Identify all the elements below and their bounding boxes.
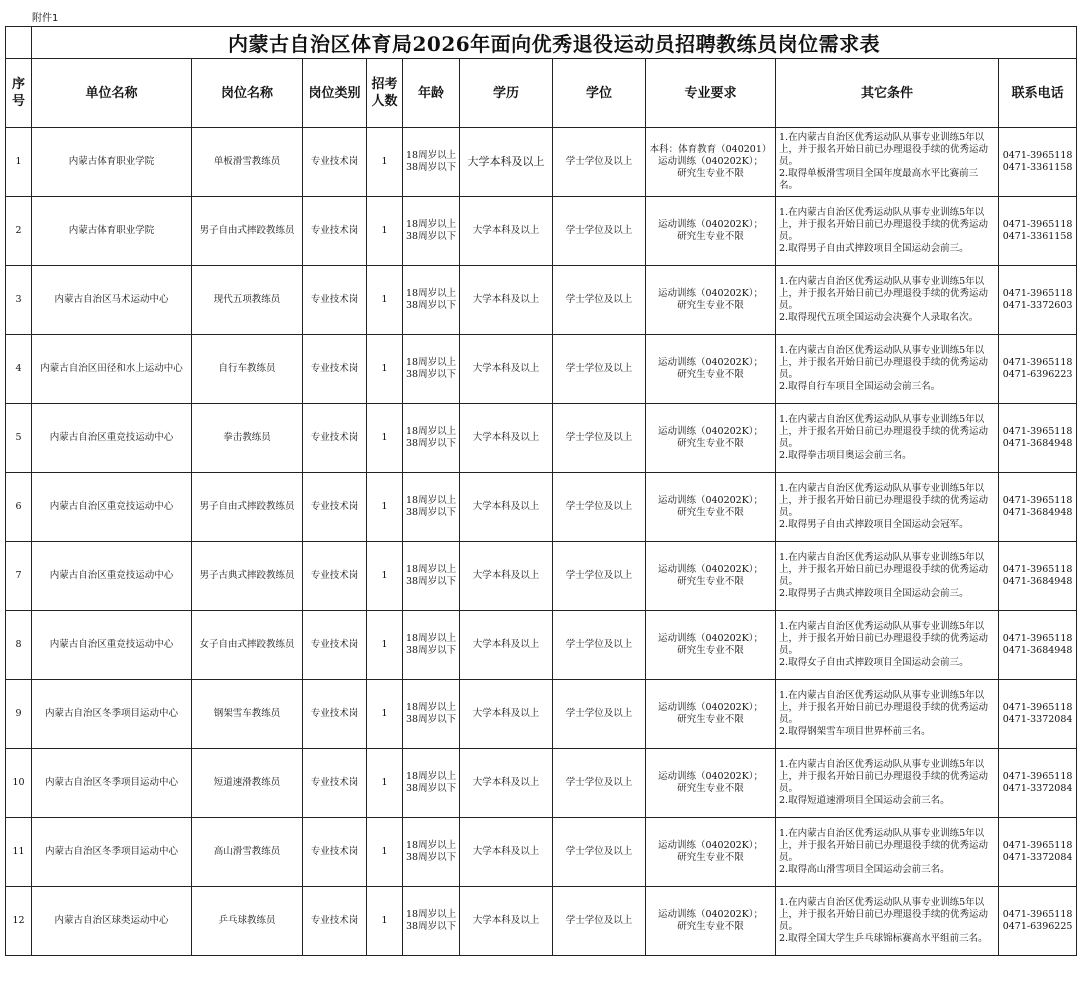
- cell-unit: 内蒙古自治区冬季项目运动中心: [32, 749, 192, 818]
- cell-count: 1: [367, 542, 403, 611]
- table-title: 内蒙古自治区体育局2026年面向优秀退役运动员招聘教练员岗位需求表: [32, 27, 1077, 59]
- cell-phone-line: 0471-3965118: [1002, 495, 1073, 506]
- cell-other-line: 1.在内蒙古自治区优秀运动队从事专业训练5年以上，并于报名开始日前已办理退役手续的优秀运动员。: [779, 897, 989, 932]
- cell-seq: 12: [6, 887, 32, 956]
- cell-major-line: 本科：体育教育（040201）: [649, 144, 772, 155]
- cell-other-line: 1.在内蒙古自治区优秀运动队从事专业训练5年以上，并于报名开始日前已办理退役手续的优秀运动员。: [779, 345, 989, 380]
- cell-age: [403, 404, 460, 473]
- cell-count: 1: [367, 197, 403, 266]
- cell-unit: 内蒙古自治区重竞技运动中心: [32, 404, 192, 473]
- cell-other-line: 2.取得女子自由式摔跤项目全国运动会前三。: [779, 657, 969, 668]
- cell-other-line: 2.取得男子自由式摔跤项目全国运动会冠军。: [779, 519, 969, 530]
- cell-other-line: 2.取得全国大学生乒乓球锦标赛高水平组前三名。: [779, 933, 988, 944]
- cell-count: 1: [367, 749, 403, 818]
- cell-unit: 内蒙古自治区重竞技运动中心: [32, 542, 192, 611]
- cell-degree: 学士学位及以上: [553, 542, 646, 611]
- cell-category: 专业技术岗: [303, 887, 367, 956]
- header-seq-line: 号: [11, 94, 25, 109]
- cell-phone: [999, 266, 1077, 335]
- cell-degree: 学士学位及以上: [553, 749, 646, 818]
- cell-degree: 学士学位及以上: [553, 887, 646, 956]
- header-count: [367, 59, 403, 128]
- cell-phone-line: 0471-3965118: [1002, 771, 1073, 782]
- table-row: [6, 335, 1077, 404]
- cell-phone: [999, 887, 1077, 956]
- cell-major: [646, 473, 776, 542]
- cell-education: 大学本科及以上: [460, 680, 553, 749]
- cell-major: [646, 197, 776, 266]
- cell-phone: [999, 404, 1077, 473]
- header-row: [6, 59, 1077, 128]
- cell-age-line: 18周岁以上: [406, 633, 457, 644]
- cell-major: [646, 404, 776, 473]
- cell-seq: 7: [6, 542, 32, 611]
- cell-age-line: 38周岁以下: [406, 783, 457, 794]
- cell-major: [646, 542, 776, 611]
- cell-unit: 内蒙古自治区田径和水上运动中心: [32, 335, 192, 404]
- cell-phone-line: 0471-3372084: [1002, 714, 1073, 725]
- cell-count: 1: [367, 887, 403, 956]
- header-degree: 学位: [553, 59, 646, 128]
- cell-major: [646, 266, 776, 335]
- cell-degree: 学士学位及以上: [553, 266, 646, 335]
- cell-other-line: 1.在内蒙古自治区优秀运动队从事专业训练5年以上，并于报名开始日前已办理退役手续的优秀运动员。: [779, 828, 989, 863]
- cell-other: [776, 611, 999, 680]
- cell-count: 1: [367, 404, 403, 473]
- cell-other-line: 1.在内蒙古自治区优秀运动队从事专业训练5年以上，并于报名开始日前已办理退役手续的优秀运动员。: [779, 552, 989, 587]
- cell-phone-line: 0471-3965118: [1002, 150, 1073, 161]
- cell-unit: 内蒙古自治区马术运动中心: [32, 266, 192, 335]
- cell-phone-line: 0471-3372084: [1002, 783, 1073, 794]
- cell-phone-line: 0471-3684948: [1002, 645, 1073, 656]
- table-row: [6, 887, 1077, 956]
- cell-major-line: 研究生专业不限: [677, 714, 744, 725]
- header-age: 年龄: [403, 59, 460, 128]
- cell-age-line: 38周岁以下: [406, 921, 457, 932]
- cell-count: 1: [367, 266, 403, 335]
- requirements-table: [5, 26, 1077, 956]
- cell-unit: 内蒙古自治区重竞技运动中心: [32, 473, 192, 542]
- cell-post: 乒乓球教练员: [192, 887, 303, 956]
- table-row: [6, 404, 1077, 473]
- cell-phone-line: 0471-6396225: [1002, 921, 1073, 932]
- cell-other-line: 1.在内蒙古自治区优秀运动队从事专业训练5年以上，并于报名开始日前已办理退役手续的优秀运动员。: [779, 132, 989, 167]
- header-phone: 联系电话: [999, 59, 1077, 128]
- cell-other-line: 1.在内蒙古自治区优秀运动队从事专业训练5年以上，并于报名开始日前已办理退役手续的优秀运动员。: [779, 621, 989, 656]
- cell-education: 大学本科及以上: [460, 404, 553, 473]
- cell-phone-line: 0471-3965118: [1002, 909, 1073, 920]
- cell-major-line: 运动训练（040202K）；: [657, 495, 764, 506]
- cell-seq: 10: [6, 749, 32, 818]
- cell-major-line: 运动训练（040202K）；: [657, 840, 764, 851]
- cell-age: [403, 542, 460, 611]
- cell-phone-line: 0471-3965118: [1002, 702, 1073, 713]
- cell-age-line: 18周岁以上: [406, 150, 457, 161]
- cell-major-line: 研究生专业不限: [677, 576, 744, 587]
- cell-category: 专业技术岗: [303, 749, 367, 818]
- cell-unit: 内蒙古自治区冬季项目运动中心: [32, 818, 192, 887]
- cell-age-line: 18周岁以上: [406, 357, 457, 368]
- cell-age-line: 18周岁以上: [406, 564, 457, 575]
- cell-age-line: 38周岁以下: [406, 369, 457, 380]
- cell-major: [646, 749, 776, 818]
- cell-category: 专业技术岗: [303, 197, 367, 266]
- header-major: 专业要求: [646, 59, 776, 128]
- cell-degree: 学士学位及以上: [553, 473, 646, 542]
- cell-other-line: 1.在内蒙古自治区优秀运动队从事专业训练5年以上，并于报名开始日前已办理退役手续的优秀运动员。: [779, 759, 989, 794]
- cell-seq: 5: [6, 404, 32, 473]
- cell-post: 钢架雪车教练员: [192, 680, 303, 749]
- cell-post: 男子自由式摔跤教练员: [192, 197, 303, 266]
- cell-category: 专业技术岗: [303, 266, 367, 335]
- cell-education: 大学本科及以上: [460, 749, 553, 818]
- cell-phone-line: 0471-6396223: [1002, 369, 1073, 380]
- cell-major: [646, 818, 776, 887]
- cell-category: 专业技术岗: [303, 335, 367, 404]
- cell-age-line: 18周岁以上: [406, 219, 457, 230]
- cell-phone-line: 0471-3684948: [1002, 438, 1073, 449]
- cell-major-line: 运动训练（040202K）；: [657, 156, 764, 167]
- cell-degree: 学士学位及以上: [553, 197, 646, 266]
- cell-other-line: 2.取得钢架雪车项目世界杯前三名。: [779, 726, 931, 737]
- cell-age-line: 38周岁以下: [406, 714, 457, 725]
- header-unit: 单位名称: [32, 59, 192, 128]
- cell-phone-line: 0471-3965118: [1002, 840, 1073, 851]
- cell-age: [403, 128, 460, 197]
- cell-other: [776, 749, 999, 818]
- cell-category: 专业技术岗: [303, 128, 367, 197]
- cell-phone: [999, 542, 1077, 611]
- cell-major-line: 运动训练（040202K）；: [657, 357, 764, 368]
- cell-phone-line: 0471-3965118: [1002, 426, 1073, 437]
- cell-post: 高山滑雪教练员: [192, 818, 303, 887]
- cell-other: [776, 818, 999, 887]
- cell-phone-line: 0471-3965118: [1002, 219, 1073, 230]
- cell-age-line: 38周岁以下: [406, 576, 457, 587]
- cell-category: 专业技术岗: [303, 473, 367, 542]
- cell-category: 专业技术岗: [303, 542, 367, 611]
- header-education: 学历: [460, 59, 553, 128]
- cell-age-line: 38周岁以下: [406, 852, 457, 863]
- cell-unit: 内蒙古自治区重竞技运动中心: [32, 611, 192, 680]
- cell-age-line: 38周岁以下: [406, 231, 457, 242]
- cell-other-line: 2.取得单板滑雪项目全国年度最高水平比赛前三名。: [779, 168, 979, 191]
- cell-education: 大学本科及以上: [460, 473, 553, 542]
- cell-phone: [999, 335, 1077, 404]
- cell-post: 女子自由式摔跤教练员: [192, 611, 303, 680]
- cell-other-line: 2.取得高山滑雪项目全国运动会前三名。: [779, 864, 950, 875]
- requirements-table-sheet: [5, 26, 1076, 988]
- cell-education: 大学本科及以上: [460, 542, 553, 611]
- cell-seq: 4: [6, 335, 32, 404]
- cell-degree: 学士学位及以上: [553, 680, 646, 749]
- cell-phone: [999, 128, 1077, 197]
- cell-age: [403, 266, 460, 335]
- cell-degree: 学士学位及以上: [553, 128, 646, 197]
- cell-category: 专业技术岗: [303, 680, 367, 749]
- cell-post: 拳击教练员: [192, 404, 303, 473]
- cell-count: 1: [367, 128, 403, 197]
- cell-other-line: 2.取得男子古典式摔跤项目全国运动会前三。: [779, 588, 969, 599]
- cell-count: 1: [367, 611, 403, 680]
- cell-count: 1: [367, 680, 403, 749]
- header-seq-line: 序: [11, 77, 25, 92]
- header-count-line: 人数: [371, 94, 398, 109]
- cell-phone-line: 0471-3372084: [1002, 852, 1073, 863]
- cell-age-line: 18周岁以上: [406, 702, 457, 713]
- cell-phone: [999, 197, 1077, 266]
- cell-age: [403, 335, 460, 404]
- cell-major-line: 运动训练（040202K）；: [657, 771, 764, 782]
- cell-major-line: 运动训练（040202K）；: [657, 564, 764, 575]
- cell-education: 大学本科及以上: [460, 266, 553, 335]
- cell-major-line: 研究生专业不限: [677, 507, 744, 518]
- cell-age-line: 18周岁以上: [406, 771, 457, 782]
- cell-phone: [999, 818, 1077, 887]
- header-seq: [6, 59, 32, 128]
- cell-age: [403, 611, 460, 680]
- cell-post: 男子自由式摔跤教练员: [192, 473, 303, 542]
- cell-phone-line: 0471-3965118: [1002, 564, 1073, 575]
- cell-degree: 学士学位及以上: [553, 404, 646, 473]
- cell-unit: 内蒙古体育职业学院: [32, 128, 192, 197]
- cell-age-line: 18周岁以上: [406, 495, 457, 506]
- cell-age-line: 18周岁以上: [406, 840, 457, 851]
- cell-major-line: 运动训练（040202K）；: [657, 219, 764, 230]
- cell-seq: 9: [6, 680, 32, 749]
- cell-phone: [999, 749, 1077, 818]
- table-row: [6, 749, 1077, 818]
- cell-major-line: 运动训练（040202K）；: [657, 909, 764, 920]
- cell-phone-line: 0471-3965118: [1002, 357, 1073, 368]
- cell-degree: 学士学位及以上: [553, 335, 646, 404]
- cell-other: [776, 542, 999, 611]
- cell-age-line: 38周岁以下: [406, 507, 457, 518]
- cell-major-line: 运动训练（040202K）；: [657, 633, 764, 644]
- cell-degree: 学士学位及以上: [553, 611, 646, 680]
- cell-age-line: 18周岁以上: [406, 426, 457, 437]
- table-row: [6, 611, 1077, 680]
- cell-other-line: 1.在内蒙古自治区优秀运动队从事专业训练5年以上，并于报名开始日前已办理退役手续的优秀运动员。: [779, 414, 989, 449]
- cell-age: [403, 473, 460, 542]
- cell-age-line: 18周岁以上: [406, 288, 457, 299]
- cell-phone-line: 0471-3361158: [1002, 162, 1073, 173]
- cell-phone-line: 0471-3965118: [1002, 288, 1073, 299]
- cell-other: [776, 680, 999, 749]
- cell-major-line: 运动训练（040202K）；: [657, 288, 764, 299]
- cell-phone: [999, 680, 1077, 749]
- cell-post: 现代五项教练员: [192, 266, 303, 335]
- cell-other: [776, 266, 999, 335]
- cell-age: [403, 818, 460, 887]
- cell-other-line: 1.在内蒙古自治区优秀运动队从事专业训练5年以上，并于报名开始日前已办理退役手续的优秀运动员。: [779, 276, 989, 311]
- cell-seq: 3: [6, 266, 32, 335]
- cell-unit: 内蒙古自治区冬季项目运动中心: [32, 680, 192, 749]
- cell-education: 大学本科及以上: [460, 197, 553, 266]
- cell-other-line: 1.在内蒙古自治区优秀运动队从事专业训练5年以上，并于报名开始日前已办理退役手续的优秀运动员。: [779, 207, 989, 242]
- cell-other: [776, 197, 999, 266]
- cell-count: 1: [367, 818, 403, 887]
- cell-major: [646, 887, 776, 956]
- cell-major-line: 运动训练（040202K）；: [657, 702, 764, 713]
- cell-unit: 内蒙古自治区球类运动中心: [32, 887, 192, 956]
- cell-phone-line: 0471-3684948: [1002, 507, 1073, 518]
- header-category: 岗位类别: [303, 59, 367, 128]
- cell-seq: 11: [6, 818, 32, 887]
- cell-category: 专业技术岗: [303, 818, 367, 887]
- cell-education: 大学本科及以上: [460, 611, 553, 680]
- cell-age-line: 38周岁以下: [406, 300, 457, 311]
- cell-age-line: 38周岁以下: [406, 162, 457, 173]
- cell-other-line: 2.取得男子自由式摔跤项目全国运动会前三。: [779, 243, 969, 254]
- cell-seq: 2: [6, 197, 32, 266]
- cell-major-line: 研究生专业不限: [677, 168, 744, 179]
- cell-category: 专业技术岗: [303, 611, 367, 680]
- cell-age-line: 38周岁以下: [406, 438, 457, 449]
- cell-education: 大学本科及以上: [460, 818, 553, 887]
- header-other: 其它条件: [776, 59, 999, 128]
- cell-other: [776, 335, 999, 404]
- cell-phone: [999, 473, 1077, 542]
- cell-phone-line: 0471-3684948: [1002, 576, 1073, 587]
- attachment-label: 附件1: [32, 13, 59, 24]
- table-row: [6, 542, 1077, 611]
- cell-major: [646, 335, 776, 404]
- cell-major-line: 研究生专业不限: [677, 438, 744, 449]
- cell-phone-line: 0471-3361158: [1002, 231, 1073, 242]
- cell-phone-line: 0471-3965118: [1002, 633, 1073, 644]
- cell-phone-line: 0471-3372603: [1002, 300, 1073, 311]
- cell-education: 大学本科及以上: [460, 335, 553, 404]
- cell-other-line: 1.在内蒙古自治区优秀运动队从事专业训练5年以上，并于报名开始日前已办理退役手续的优秀运动员。: [779, 690, 989, 725]
- cell-age: [403, 749, 460, 818]
- cell-age: [403, 680, 460, 749]
- cell-age: [403, 887, 460, 956]
- cell-major-line: 研究生专业不限: [677, 645, 744, 656]
- cell-major-line: 运动训练（040202K）；: [657, 426, 764, 437]
- cell-major-line: 研究生专业不限: [677, 921, 744, 932]
- table-row: [6, 473, 1077, 542]
- cell-major: [646, 128, 776, 197]
- cell-seq: 6: [6, 473, 32, 542]
- cell-seq: 8: [6, 611, 32, 680]
- cell-major-line: 研究生专业不限: [677, 783, 744, 794]
- header-post: 岗位名称: [192, 59, 303, 128]
- cell-major-line: 研究生专业不限: [677, 369, 744, 380]
- cell-seq: 1: [6, 128, 32, 197]
- cell-post: 单板滑雪教练员: [192, 128, 303, 197]
- cell-age-line: 38周岁以下: [406, 645, 457, 656]
- table-row: [6, 680, 1077, 749]
- cell-education: 大学本科及以上: [460, 128, 553, 197]
- cell-count: 1: [367, 335, 403, 404]
- cell-other: [776, 473, 999, 542]
- cell-age: [403, 197, 460, 266]
- cell-count: 1: [367, 473, 403, 542]
- cell-phone: [999, 611, 1077, 680]
- cell-other-line: 2.取得短道速滑项目全国运动会前三名。: [779, 795, 950, 806]
- cell-other-line: 1.在内蒙古自治区优秀运动队从事专业训练5年以上，并于报名开始日前已办理退役手续的优秀运动员。: [779, 483, 989, 518]
- cell-unit: 内蒙古体育职业学院: [32, 197, 192, 266]
- cell-other-line: 2.取得现代五项全国运动会决赛个人录取名次。: [779, 312, 979, 323]
- table-title-left-blank: [6, 27, 32, 59]
- cell-major-line: 研究生专业不限: [677, 300, 744, 311]
- cell-major: [646, 611, 776, 680]
- cell-other: [776, 887, 999, 956]
- table-row: [6, 128, 1077, 197]
- cell-category: 专业技术岗: [303, 404, 367, 473]
- cell-major-line: 研究生专业不限: [677, 231, 744, 242]
- cell-degree: 学士学位及以上: [553, 818, 646, 887]
- cell-education: 大学本科及以上: [460, 887, 553, 956]
- table-row: [6, 818, 1077, 887]
- cell-other: [776, 404, 999, 473]
- cell-post: 自行车教练员: [192, 335, 303, 404]
- cell-age-line: 18周岁以上: [406, 909, 457, 920]
- cell-other-line: 2.取得自行车项目全国运动会前三名。: [779, 381, 941, 392]
- table-row: [6, 197, 1077, 266]
- cell-other-line: 2.取得拳击项目奥运会前三名。: [779, 450, 912, 461]
- table-row: [6, 266, 1077, 335]
- cell-major: [646, 680, 776, 749]
- cell-major-line: 研究生专业不限: [677, 852, 744, 863]
- cell-other: [776, 128, 999, 197]
- cell-post: 男子古典式摔跤教练员: [192, 542, 303, 611]
- cell-post: 短道速滑教练员: [192, 749, 303, 818]
- header-count-line: 招考: [371, 77, 398, 92]
